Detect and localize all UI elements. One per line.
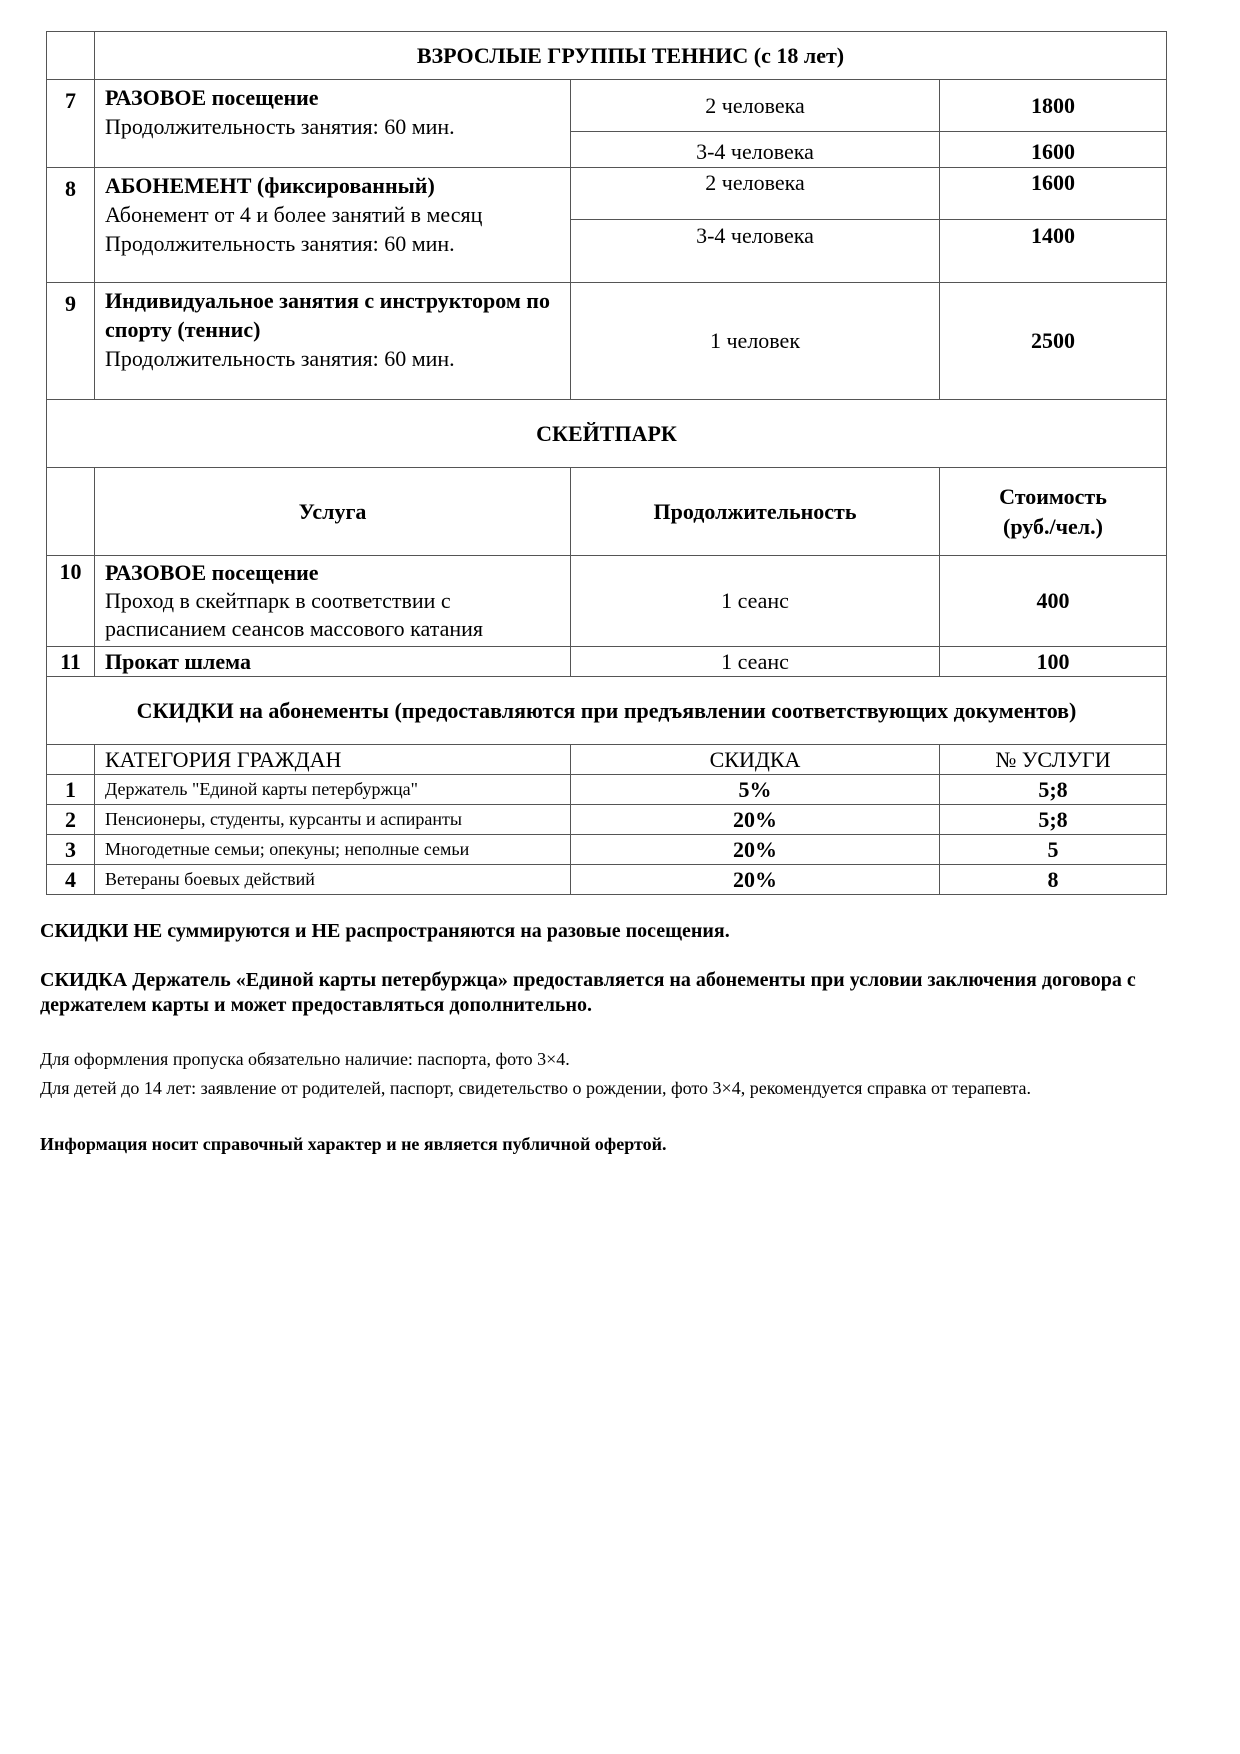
note-no-sum: СКИДКИ НЕ суммируются и НЕ распространяются на разовые посещения. <box>40 920 730 942</box>
discount-value: 5% <box>571 775 940 805</box>
row-number: 10 <box>47 556 95 647</box>
discounts-column-headers <box>47 745 1167 775</box>
note-children: Для детей до 14 лет: заявление от родителей, паспорт, свидетельство о рождении, фото 3×4, рекомендуется справка от терапевта. <box>40 1078 1032 1098</box>
service-desc: Продолжительность занятия: 60 мин. <box>105 346 455 371</box>
category: Многодетные семьи; опекуны; неполные семьи <box>95 835 571 865</box>
service-title: Индивидуальное занятия с инструктором по спорту (теннис) <box>105 288 550 342</box>
header-cost <box>940 468 1167 556</box>
table-row <box>47 805 1167 835</box>
header-service: Услуга <box>95 468 571 556</box>
note-disclaimer: Информация носит справочный характер и не является публичной офертой. <box>40 1134 667 1154</box>
service-desc: Абонемент от 4 и более занятий в месяц <box>105 202 483 227</box>
header-duration: Продолжительность <box>571 468 940 556</box>
people-count: 2 человека <box>571 80 940 132</box>
price: 1400 <box>940 220 1167 283</box>
category: Держатель "Единой карты петербуржца" <box>95 775 571 805</box>
price-table <box>46 31 1167 895</box>
category: Ветераны боевых действий <box>95 865 571 895</box>
service-desc: Продолжительность занятия: 60 мин. <box>105 114 455 139</box>
discount-value: 20% <box>571 865 940 895</box>
price: 2500 <box>940 283 1167 400</box>
table-row <box>47 80 1167 132</box>
service-desc: Проход в скейтпарк в соответствии с расписанием сеансов массового катания <box>105 588 484 641</box>
header-category: КАТЕГОРИЯ ГРАЖДАН <box>95 745 571 775</box>
header-cost-text: Стоимость (руб./чел.) <box>999 483 1107 539</box>
row-number: 9 <box>47 283 95 400</box>
people-count: 2 человека <box>571 168 940 220</box>
notes-block <box>40 1077 1190 1100</box>
notes-block <box>40 1048 1190 1071</box>
price: 1600 <box>940 168 1167 220</box>
row-number: 2 <box>47 805 95 835</box>
service-title: РАЗОВОЕ посещение <box>105 85 319 110</box>
service-numbers: 5;8 <box>940 805 1167 835</box>
price: 1600 <box>940 132 1167 168</box>
tennis-section-header <box>47 32 1167 80</box>
price: 1800 <box>940 80 1167 132</box>
service-cell <box>95 168 571 283</box>
skatepark-section-header <box>47 400 1167 468</box>
service-cell <box>95 647 571 677</box>
row-number: 11 <box>47 647 95 677</box>
skatepark-title: СКЕЙТПАРК <box>47 400 1167 468</box>
discounts-section-header <box>47 677 1167 745</box>
row-number: 7 <box>47 80 95 168</box>
service-title: АБОНЕМЕНТ (фиксированный) <box>105 173 435 198</box>
duration: 1 сеанс <box>571 647 940 677</box>
notes-block <box>40 1132 1190 1157</box>
table-row <box>47 168 1167 220</box>
category: Пенсионеры, студенты, курсанты и аспиранты <box>95 805 571 835</box>
price: 400 <box>940 556 1167 647</box>
row-number: 4 <box>47 865 95 895</box>
service-cell <box>95 556 571 647</box>
tennis-title: ВЗРОСЛЫЕ ГРУППЫ ТЕННИС (с 18 лет) <box>95 32 1167 80</box>
price: 100 <box>940 647 1167 677</box>
table-row <box>47 775 1167 805</box>
service-numbers: 5 <box>940 835 1167 865</box>
row-number: 1 <box>47 775 95 805</box>
duration: 1 сеанс <box>571 556 940 647</box>
service-numbers: 8 <box>940 865 1167 895</box>
skatepark-column-headers <box>47 468 1167 556</box>
service-cell <box>95 283 571 400</box>
discount-value: 20% <box>571 835 940 865</box>
header-discount: СКИДКА <box>571 745 940 775</box>
note-card: СКИДКА Держатель «Единой карты петербуржца» предоставляется на абонементы при условии заключения договора с держателем карты и может предоставляться дополнительно. <box>40 969 1136 1016</box>
discount-value: 20% <box>571 805 940 835</box>
header-service-no: № УСЛУГИ <box>940 745 1167 775</box>
notes-block <box>40 919 1190 944</box>
note-pass: Для оформления пропуска обязательно наличие: паспорта, фото 3×4. <box>40 1049 570 1069</box>
table-row <box>47 647 1167 677</box>
service-numbers: 5;8 <box>940 775 1167 805</box>
people-count: 1 человек <box>571 283 940 400</box>
service-desc: Продолжительность занятия: 60 мин. <box>105 231 455 256</box>
table-row <box>47 556 1167 647</box>
row-number: 8 <box>47 168 95 283</box>
discounts-title: СКИДКИ на абонементы (предоставляются при предъявлении соответствующих документов) <box>47 677 1167 745</box>
service-title: Прокат шлема <box>105 649 251 674</box>
people-count: 3-4 человека <box>571 220 940 283</box>
notes-block <box>40 968 1190 1018</box>
row-number: 3 <box>47 835 95 865</box>
table-row <box>47 835 1167 865</box>
table-row <box>47 865 1167 895</box>
service-title: РАЗОВОЕ посещение <box>105 560 319 585</box>
people-count: 3-4 человека <box>571 132 940 168</box>
table-row <box>47 283 1167 400</box>
service-cell <box>95 80 571 168</box>
